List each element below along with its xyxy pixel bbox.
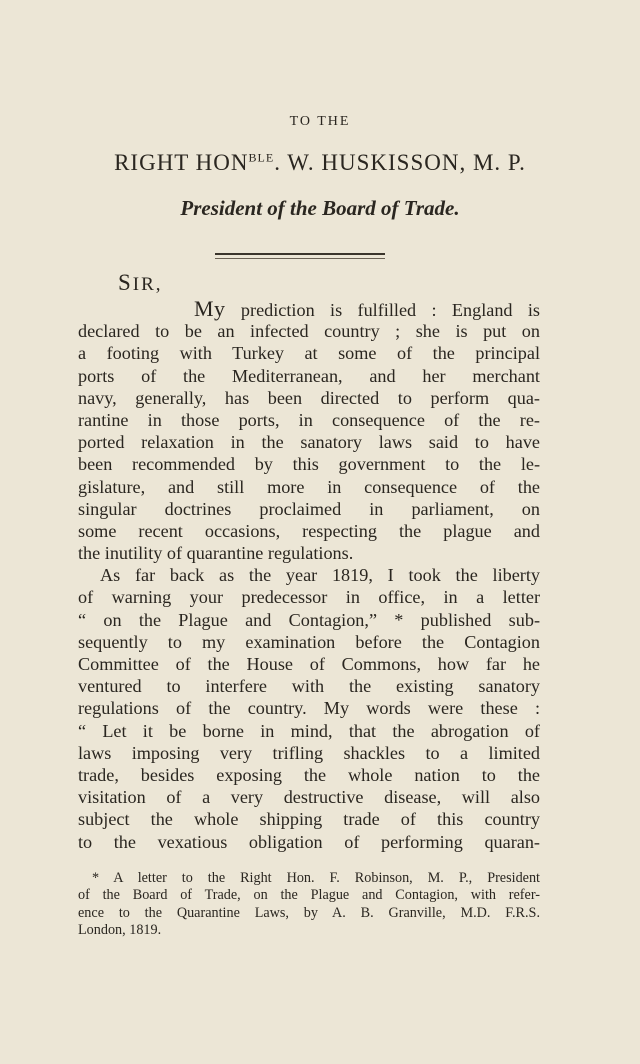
letter-line: “ Let it be borne in mind, that the abrogation of <box>78 720 540 741</box>
letter-line: Committee of the House of Commons, how far he <box>78 654 540 674</box>
footnote-line: London, 1819. <box>78 921 162 938</box>
letter-line: ventured to interfere with the existing sanatory <box>78 676 540 697</box>
first-line-text: prediction is fulfilled : England is <box>225 300 540 320</box>
dedication-label: TO THE <box>289 114 351 129</box>
letter-line: As far back as the year 1819, I took the liberty <box>100 565 540 586</box>
letter-line: singular doctrines proclaimed in parliament, on <box>78 498 540 519</box>
letter-line <box>78 298 540 320</box>
footnote-line: ence to the Quarantine Laws, by A. B. Granville, M.D. F.R.S. <box>78 904 540 921</box>
letter-line: rantine in those ports, in consequence of the re- <box>78 409 540 430</box>
letter-body <box>78 298 540 853</box>
letter-line: ports of the Mediterranean, and her merchant <box>78 365 540 386</box>
drop-cap-word: My <box>194 296 226 321</box>
letter-line: a footing with Turkey at some of the principal <box>78 343 540 364</box>
addressee-part-1: RIGHT HON <box>114 150 249 175</box>
footnote <box>78 870 540 939</box>
ornamental-rule <box>215 253 385 259</box>
footnote-line: of the Board of Trade, on the Plague and Contagion, with refer- <box>78 887 540 904</box>
letter-line: gislature, and still more in consequence of the <box>78 476 540 497</box>
letter-line: navy, generally, has been directed to perform qua- <box>78 387 540 408</box>
salutation <box>118 270 163 296</box>
letter-line: to the vexatious obligation of performing quaran- <box>78 831 540 852</box>
letter-line: of warning your predecessor in office, in a letter <box>78 587 540 608</box>
letter-line: declared to be an infected country ; she is put on <box>78 321 540 342</box>
footnote-line: * A letter to the Right Hon. F. Robinson, M. P., President <box>92 870 540 886</box>
salutation-rest: IR, <box>132 274 163 295</box>
letter-line: “ on the Plague and Contagion,” * published sub- <box>78 609 540 630</box>
letter-line: ported relaxation in the sanatory laws said to have <box>78 432 540 453</box>
letter-line: the inutility of quarantine regulations. <box>78 543 354 564</box>
letter-line: trade, besides exposing the whole nation to the <box>78 764 540 785</box>
salutation-initial: S <box>118 270 133 295</box>
letter-line: been recommended by this government to the le- <box>78 454 540 475</box>
addressee-office: President of the Board of Trade. <box>180 196 460 220</box>
letter-line: some recent occasions, respecting the plague and <box>78 520 540 541</box>
letter-line: sequently to my examination before the Contagion <box>78 631 540 652</box>
addressee-title <box>0 150 640 176</box>
letter-line: subject the whole shipping trade of this country <box>78 809 540 830</box>
letter-line: laws imposing very trifling shackles to a limited <box>78 742 540 763</box>
letter-line: visitation of a very destructive disease, will also <box>78 787 540 808</box>
addressee-part-2: . W. HUSKISSON, M. P. <box>274 150 526 175</box>
addressee-superscript: BLE <box>248 150 275 165</box>
letter-line: regulations of the country. My words were these : <box>78 698 540 719</box>
